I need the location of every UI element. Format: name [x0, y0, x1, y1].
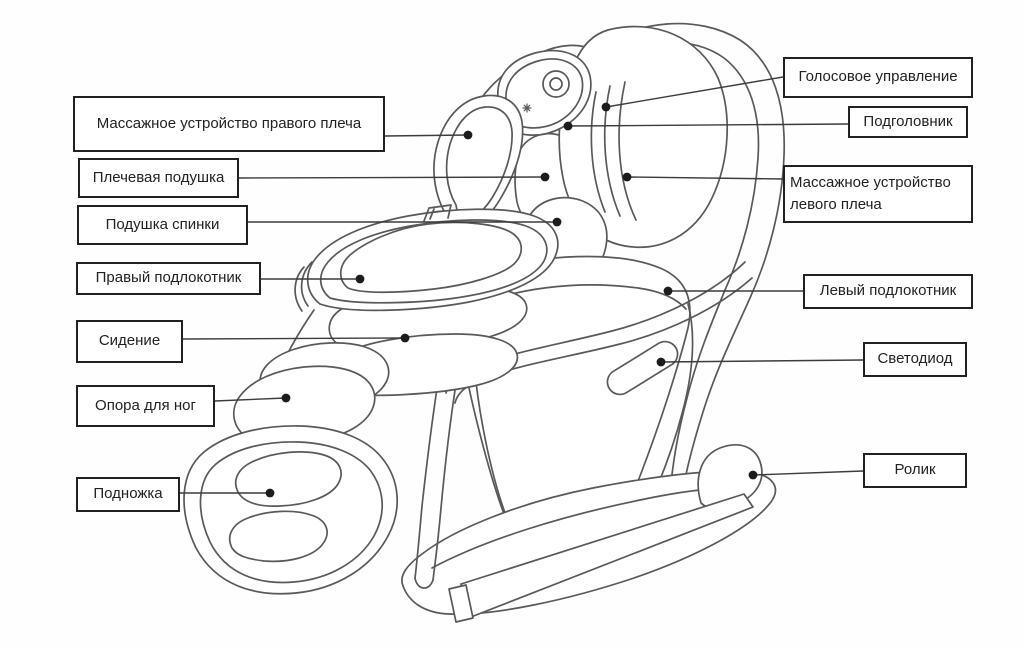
label-led: Светодиод: [863, 342, 967, 377]
label-headrest: Подголовник: [848, 106, 968, 138]
callout-dot-left-shoulder-massage: [623, 173, 632, 182]
label-back-cushion: Подушка спинки: [77, 205, 248, 245]
label-right-shoulder-massage: Массажное устройство правого плеча: [73, 96, 385, 152]
label-left-shoulder-massage: Массажное устройство левого плеча: [783, 165, 973, 223]
callout-dot-roller: [749, 471, 758, 480]
label-right-armrest: Правый подлокотник: [76, 262, 261, 295]
label-voice-control: Голосовое управление: [783, 57, 973, 98]
callout-dot-leg-support: [282, 394, 291, 403]
label-left-armrest: Левый подлокотник: [803, 274, 973, 309]
voice-mic-star-icon: [523, 104, 531, 112]
label-leg-support: Опора для ног: [76, 385, 215, 427]
callout-dot-footrest: [266, 489, 275, 498]
footrest-outer-shape: [184, 426, 397, 594]
speaker-ring-icon: [543, 71, 569, 97]
callout-dot-voice-control: [602, 103, 611, 112]
label-seat: Сидение: [76, 320, 183, 363]
callout-dot-back-cushion: [553, 218, 562, 227]
callout-dot-shoulder-cushion: [541, 173, 550, 182]
callout-line-roller: [753, 471, 863, 475]
callout-line-right-shoulder-massage: [385, 135, 468, 136]
callout-dot-left-armrest: [664, 287, 673, 296]
callout-dot-headrest: [564, 122, 573, 131]
callout-dot-right-shoulder-massage: [464, 131, 473, 140]
callout-dot-right-armrest: [356, 275, 365, 284]
label-roller: Ролик: [863, 453, 967, 488]
right-armrest-edge-arc-2: [295, 267, 304, 311]
callout-dot-led: [657, 358, 666, 367]
callout-dot-seat: [401, 334, 410, 343]
label-shoulder-cushion: Плечевая подушка: [78, 158, 239, 198]
label-footrest: Подножка: [76, 477, 180, 512]
